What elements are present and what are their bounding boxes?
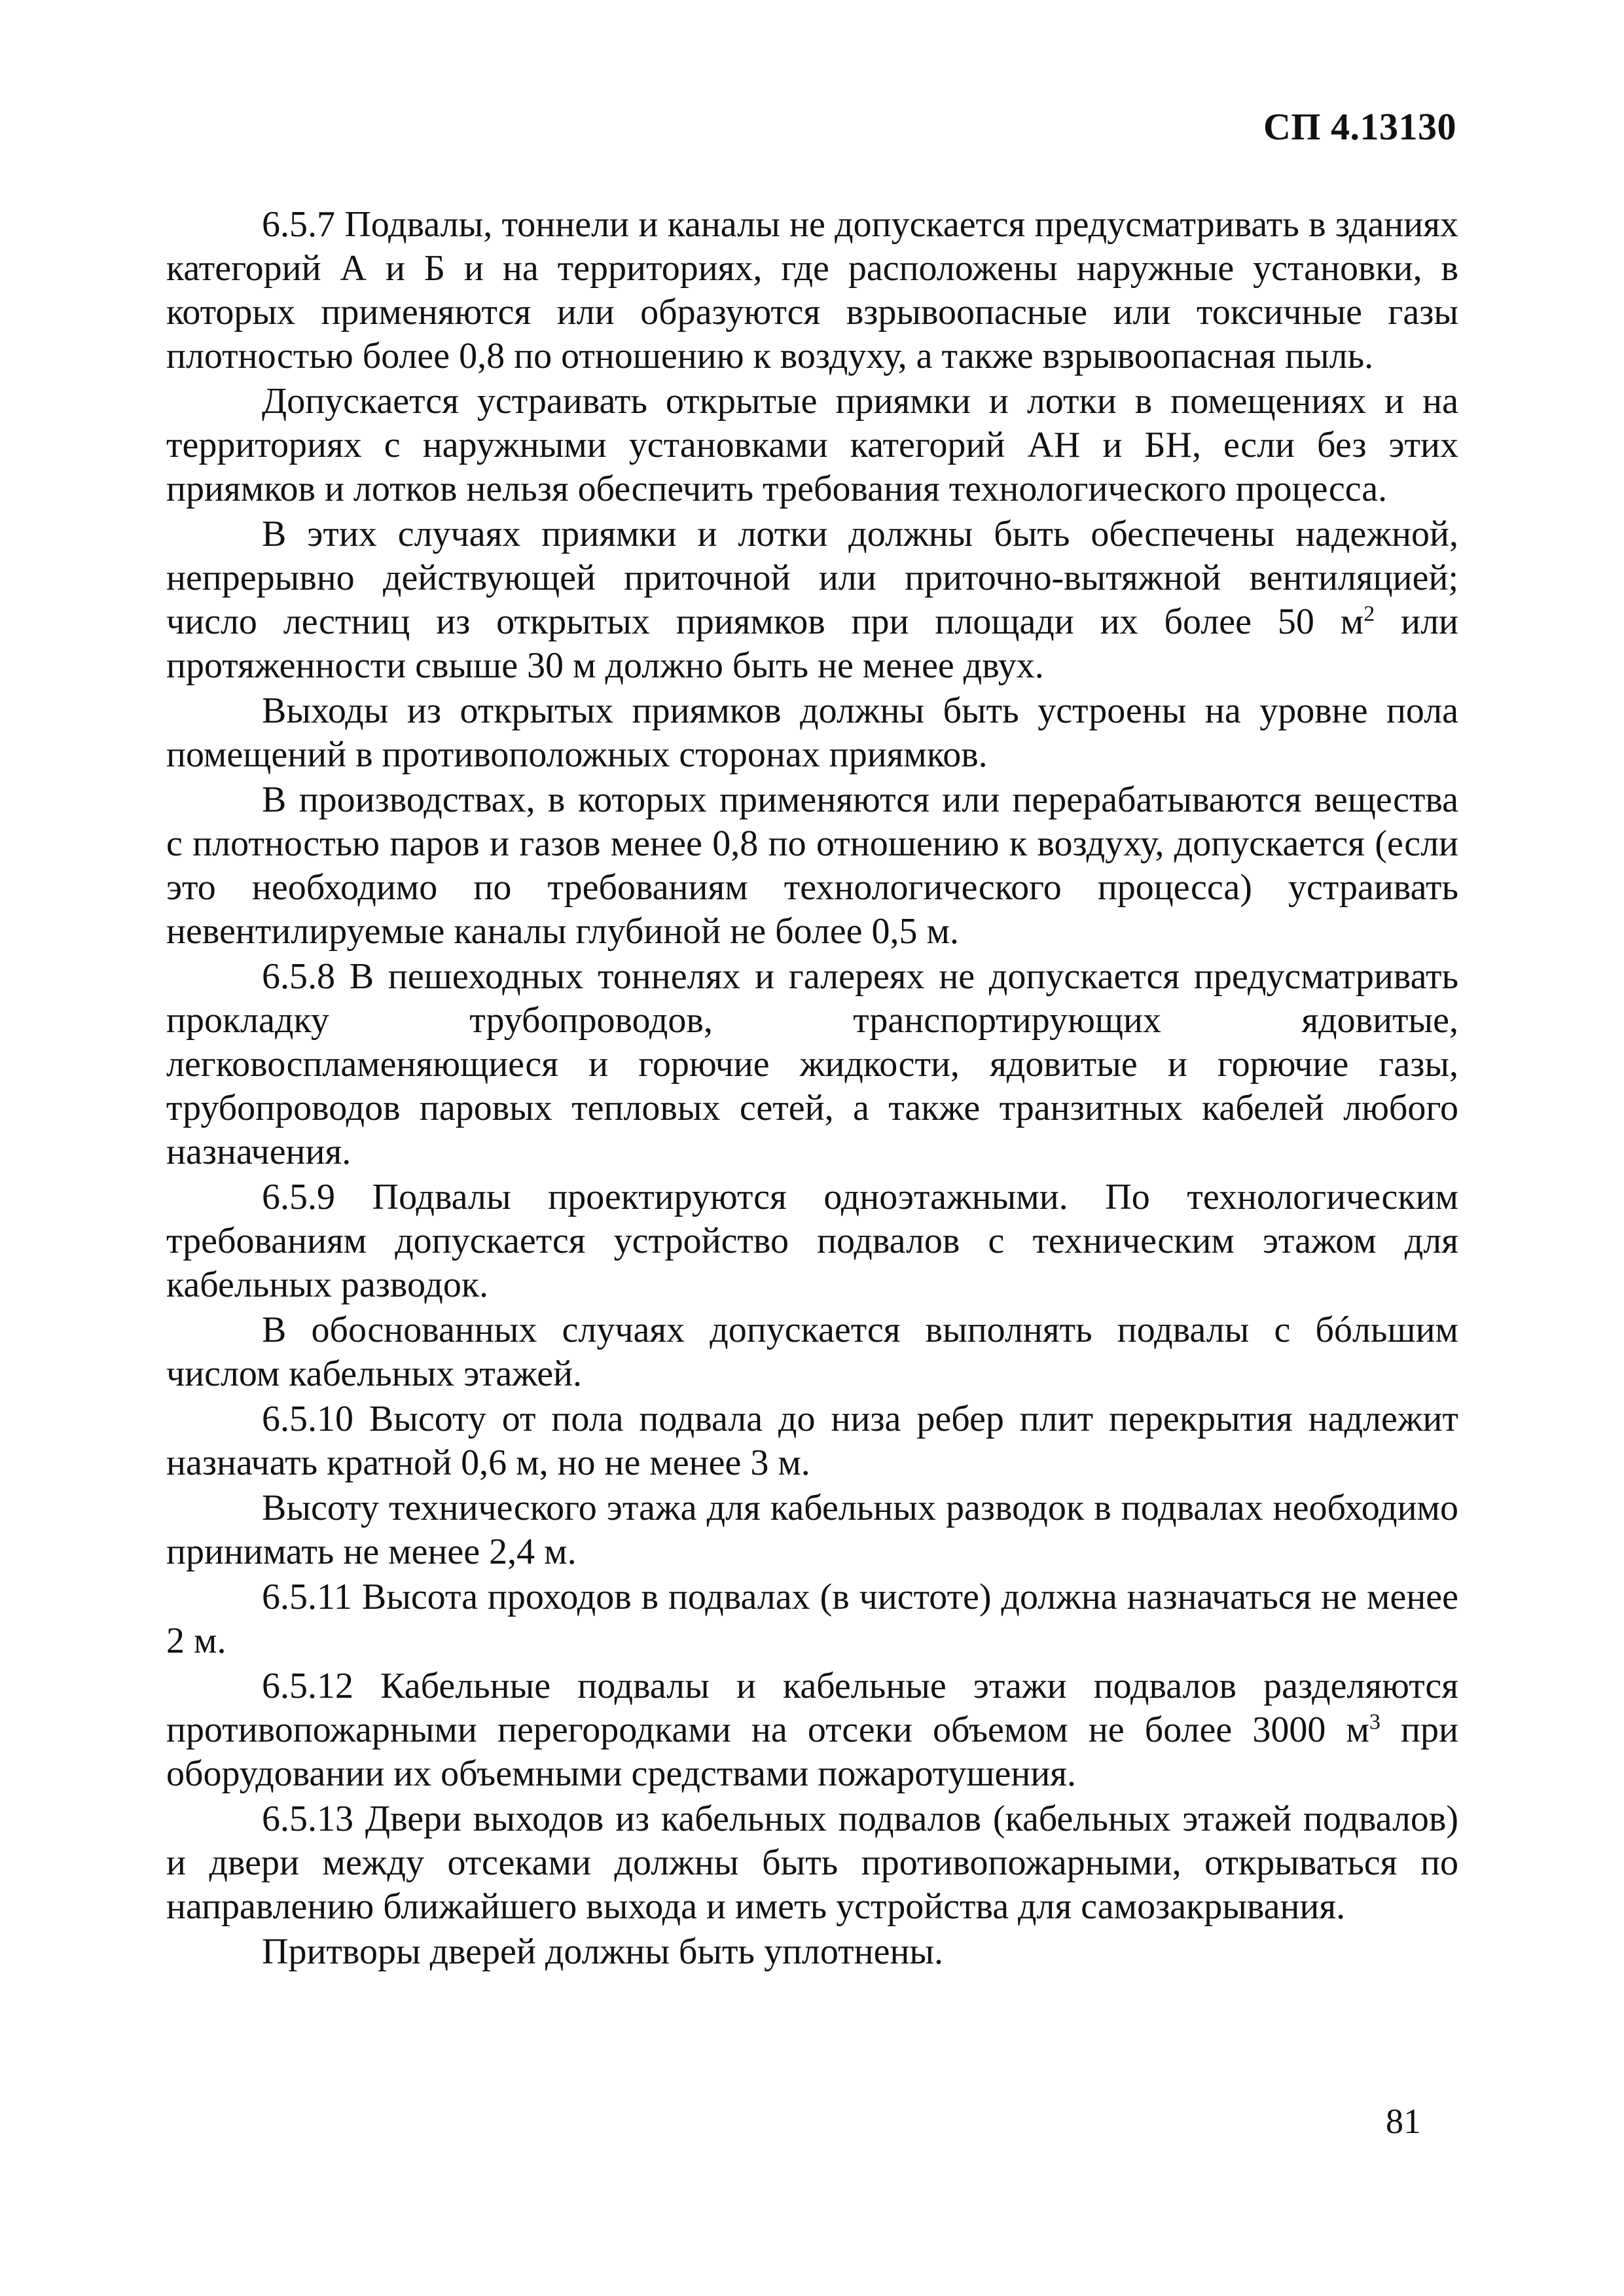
paragraph-pit-ventilation-text: В этих случаях приямки и лотки должны быть обеспечены надежной, непрерывно действующей приточной или приточно-вытяжной вентиляцией; число лестниц из открытых приямков при площади их более 50 м [166, 514, 1458, 642]
document-code-header: СП 4.13130 [1263, 105, 1456, 148]
paragraph-6-5-12 [166, 1664, 1458, 1796]
paragraph-pit-ventilation [166, 512, 1458, 688]
paragraph-cable-floors: В обоснованных случаях допускается выполнять подвалы с бóльшим числом кабельных этажей. [166, 1310, 1458, 1394]
paragraph-6-5-10: 6.5.10 Высоту от пола подвала до низа ребер плит перекрытия надлежит назначать кратной 0,6 м, но не менее 3 м. [166, 1399, 1458, 1483]
page-number: 81 [1386, 2102, 1421, 2141]
paragraph-open-pits: Допускается устраивать открытые приямки и лотки в помещениях и на территориях с наружными установками категорий АН и БН, если без этих приямков и лотков нельзя обеспечить требования технологического процесса. [166, 381, 1458, 509]
paragraph-door-seals: Притворы дверей должны быть уплотнены. [262, 1931, 944, 1972]
paragraph-6-5-8: 6.5.8 В пешеходных тоннелях и галереях не допускается предусматривать прокладку трубопроводов, транспортирующих ядовитые, легковоспламеняющиеся и горючие жидкости, ядовитые и горючие газы, трубопроводов паровых тепловых сетей, а также транзитных кабелей любого назначения. [166, 956, 1458, 1172]
document-body [166, 203, 1458, 1975]
paragraph-technical-floor-height: Высоту технического этажа для кабельных разводок в подвалах необходимо принимать не менее 2,4 м. [166, 1488, 1458, 1572]
paragraph-6-5-7: 6.5.7 Подвалы, тоннели и каналы не допускается предусматривать в зданиях категорий А и Б и на территориях, где расположены наружные установки, в которых применяются или образуются взрывоопасные или токсичные газы плотностью более 0,8 по отношению к воздуху, а также взрывоопасная пыль. [166, 204, 1458, 376]
paragraph-6-5-12-text-end: при оборудовании их объемными средствами пожаротушения. [166, 1710, 1458, 1794]
superscript-square: 2 [1363, 601, 1375, 626]
paragraph-6-5-12-text: 6.5.12 Кабельные подвалы и кабельные этажи подвалов разделяются противопожарными перегородками на отсеки объемом не более 3000 м [166, 1666, 1458, 1750]
paragraph-6-5-9: 6.5.9 Подвалы проектируются одноэтажными. По технологическим требованиям допускается устройство подвалов с техническим этажом для кабельных разводок. [166, 1177, 1458, 1305]
paragraph-6-5-13: 6.5.13 Двери выходов из кабельных подвалов (кабельных этажей подвалов) и двери между отсеками должны быть противопожарными, открываться по направлению ближайшего выхода и иметь устройства для самозакрывания. [166, 1799, 1458, 1927]
superscript-cube: 3 [1369, 1710, 1380, 1734]
paragraph-6-5-11: 6.5.11 Высота проходов в подвалах (в чистоте) должна назначаться не менее 2 м. [166, 1577, 1458, 1661]
paragraph-pit-ventilation-text-end: или протяженности свыше 30 м должно быть не менее двух. [166, 601, 1458, 686]
paragraph-unventilated-channels: В производствах, в которых применяются или перерабатываются вещества с плотностью паров и газов менее 0,8 по отношению к воздуху, допускается (если это необходимо по требованиям технологического процесса) устраивать невентилируемые каналы глубиной не более 0,5 м. [166, 780, 1458, 952]
paragraph-pit-exits: Выходы из открытых приямков должны быть устроены на уровне пола помещений в противоположных сторонах приямков. [166, 691, 1458, 775]
